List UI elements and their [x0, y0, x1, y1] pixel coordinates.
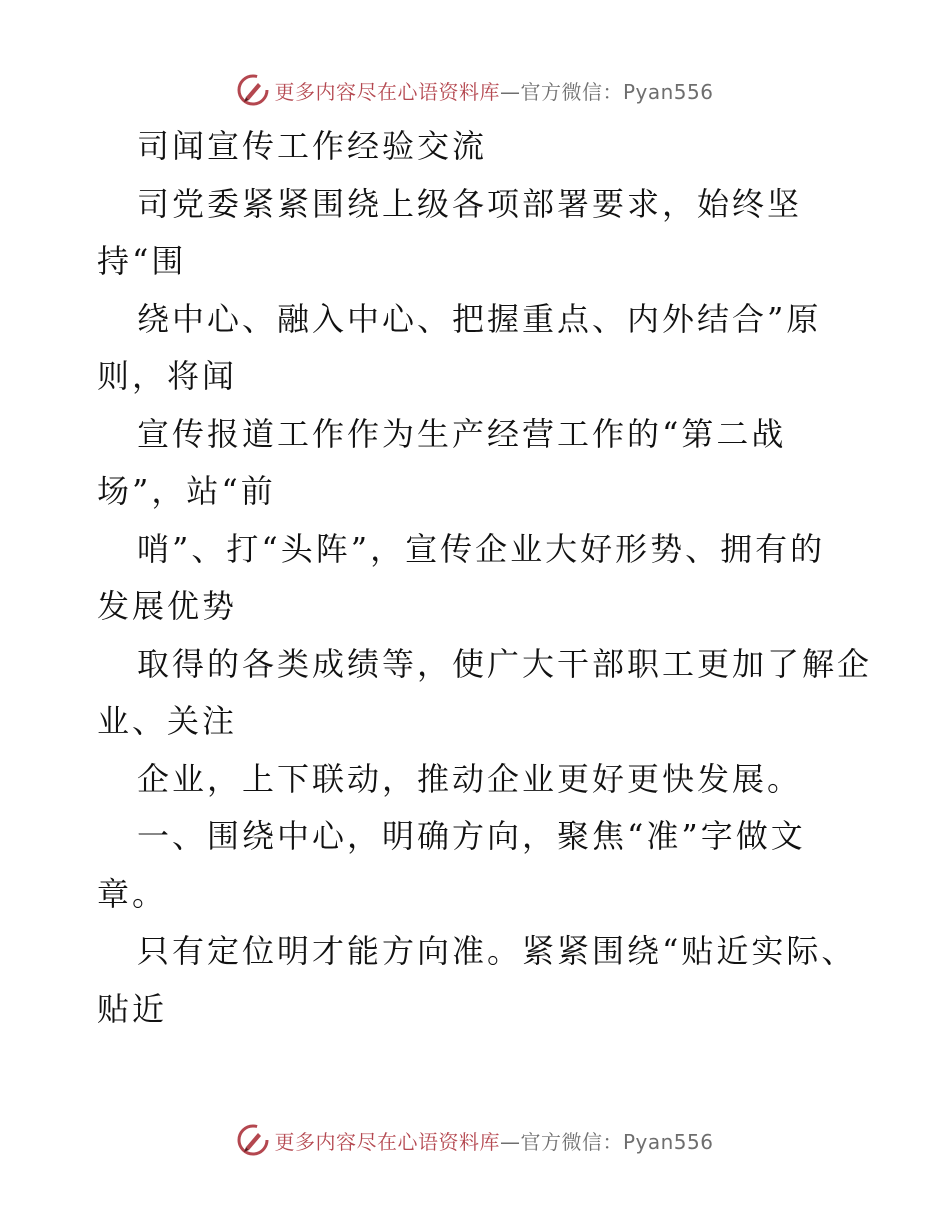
header-tail-text: —官方微信：Pyan556	[499, 79, 714, 104]
footer-tail-text: —官方微信：Pyan556	[499, 1129, 714, 1154]
pen-logo-icon	[236, 73, 270, 107]
header-banner	[0, 70, 950, 110]
text-line: 则，将闻	[97, 357, 238, 395]
text-line: 章。	[97, 874, 168, 913]
text-line: 一、围绕中心，明确方向，聚焦“准”字做文	[137, 817, 806, 855]
text-line: 取得的各类成绩等，使广大干部职工更加了解企	[137, 644, 873, 683]
text-line: 发展优势	[97, 587, 238, 625]
text-line: 司闻宣传工作经验交流	[137, 127, 488, 165]
text-line: 哨”、打“头阵”，宣传企业大好形势、拥有的	[137, 529, 826, 568]
footer-brand-text: 更多内容尽在心语资料库	[274, 1129, 500, 1154]
header-banner-text	[274, 76, 713, 105]
pen-logo-icon	[236, 1123, 270, 1157]
footer-banner-text	[274, 1126, 713, 1155]
text-line: 业、关注	[97, 702, 238, 740]
text-line: 持“围	[97, 242, 187, 280]
document-body	[97, 118, 897, 1038]
text-line: 绕中心、融入中心、把握重点、内外结合”原	[137, 299, 822, 338]
header-brand-text: 更多内容尽在心语资料库	[274, 79, 500, 104]
text-line: 宣传报道工作作为生产经营工作的“第二战	[137, 414, 787, 453]
text-line: 司党委紧紧围绕上级各项部署要求，始终坚	[137, 184, 803, 223]
footer-banner	[0, 1120, 950, 1160]
text-line: 贴近	[97, 989, 168, 1028]
text-line: 只有定位明才能方向准。紧紧围绕“贴近实际、	[137, 932, 857, 970]
text-line: 企业，上下联动，推动企业更好更快发展。	[137, 759, 803, 798]
text-line: 场”，站“前	[97, 472, 276, 510]
